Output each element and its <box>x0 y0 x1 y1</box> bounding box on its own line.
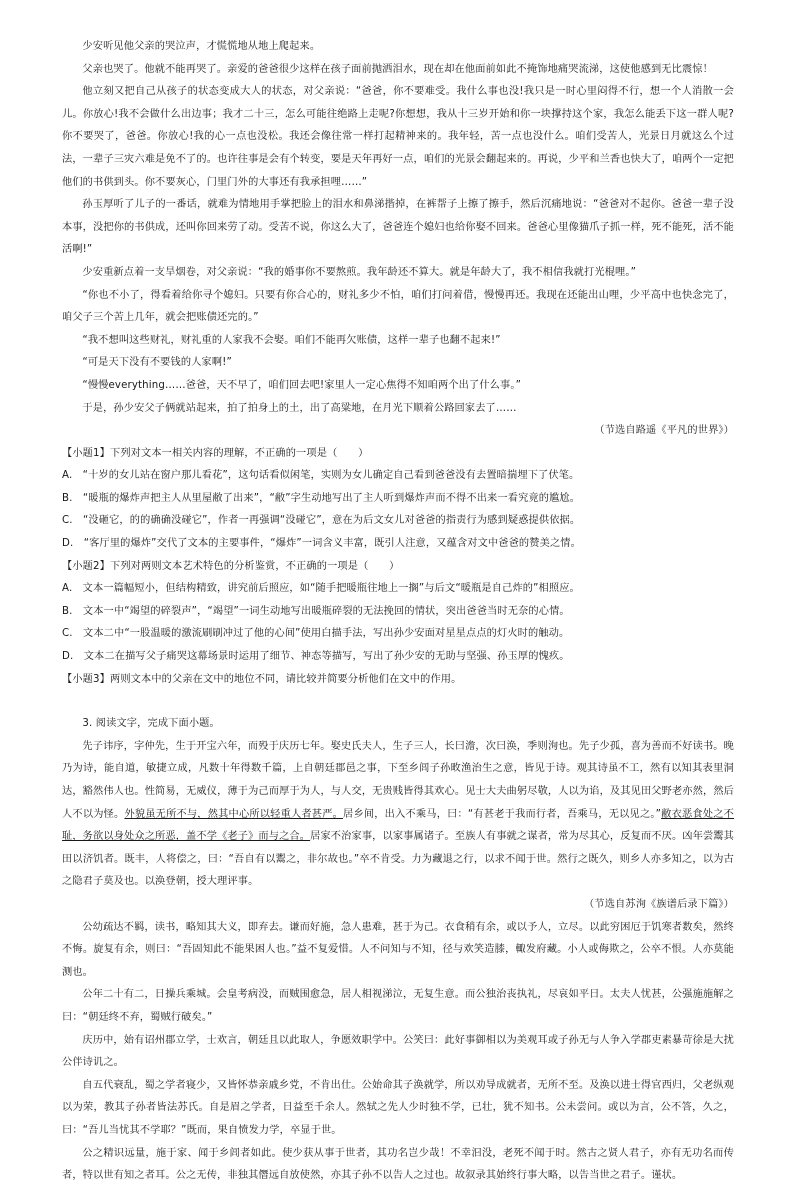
question-2-stem: 【小题2】下列对两则文本艺术特色的分析鉴赏，不正确的一项是（ ） <box>62 560 400 572</box>
question-1-option-a: A. “十岁的女儿站在窗户那儿看花”，这句话看似闲笔，实则为女儿确定自己看到爸爸没有去置暗揣埋下了伏笔。 <box>62 470 580 482</box>
question-3-stem: 【小题3】两则文本中的父亲在文中的地位不同，请比较并简要分析他们在文中的作用。 <box>62 673 462 685</box>
wenyan-2-paragraph-5: 公之精识远量，施于家、闻于乡闾者如此。使少获从事于世者，其功名岂少哉！不幸汩没，老死不闻于时。然古之贤人君子，亦有无功名而传者，特以世有知之者耳。公之无传，非独其僭远自放使然，亦其子孙不以告人之过也。故叙录其始终行事大略，以告当世之君子。谨状。 <box>62 1147 734 1182</box>
question-2-option-b: B. 文本一中“竭望的碎裂声”，“竭望”一词生动地写出暖瓶碎裂的无法挽回的情状，突出爸爸当时无奈的心情。 <box>62 605 570 617</box>
wenyan-2-paragraph-3: 庆历中，始有诏州郡立学，士欢言，朝廷且以此取人，争愿效职学中。公笑曰：此好事御相以为美观耳或子孙无与人争入学郡吏素暴苛徐是大扰公伴诗讥之。 <box>62 1034 734 1069</box>
question-2-option-d: D. 文本二在描写父子痛哭这幕场景时运用了细节、神态等描写，写出了孙少安的无助与坚强、孙玉厚的愧疚。 <box>62 651 570 663</box>
story-paragraph-2: 父亲也哭了。他就不能再哭了。亲爱的爸爸很少这样在孩子面前抛洒泪水，现在却在他面前如此不掩饰地痛哭流涕，这使他感到无比震惊！ <box>82 63 713 75</box>
section-gap <box>62 691 734 713</box>
question-1-option-b: B. “暖瓶的爆炸声把主人从里屋敝了出来”，“敝”字生动地写出了主人听到爆炸声而不得不出来一看究竟的尴尬。 <box>62 492 581 504</box>
document-page <box>62 36 734 1188</box>
question-1-option-c: C. “没砸它，的的确确没碰它”，作者一再强调“没碰它”，意在为后文女儿对爸爸的指责行为感到疑惑提供依据。 <box>62 515 581 527</box>
wenyan-2-paragraph-4: 自五代衰乱，蜀之学者寝少，又皆怀恭亲戚乡党，不肯出仕。公始命其子涣就学，所以劝导成就者，无所不至。及涣以进士得官西归，父老纵观以为荣，教其子孙者皆法苏氏。自是眉之学者，日益至千余人。然轼之先人少时独不学，已壮，犹不知书。公未尝问。或以为言，公不答，久之，曰：“吾儿当忧其不学耶？”既而，果自愤发力学，卒显于世。 <box>62 1079 734 1136</box>
wenyan-1-underlined-2: 敝衣恶食处之不耻，务欲以身处众之所恶，盖不学《老子》而与之合。 <box>62 808 734 843</box>
question-2-option-c: C. 文本二中“一股温暖的激流刷刷冲过了他的心间”使用白描手法，写出孙少安面对星星点点的灯火时的触动。 <box>62 628 570 640</box>
wenyan-1-source: （节选自苏洵《族谱后录下篇》） <box>584 898 734 910</box>
wenyan-2-paragraph-2: 公年二十有二，日操兵乘城。会皇考病没，而贼围愈急，居人相视涕泣，无复生意。而公独治丧执礼，尽哀如平日。太夫人忧甚，公强施施解之曰：“朝廷终不弃，蜀贼行破矣。” <box>62 989 734 1023</box>
story-paragraph-4: 孙玉厚听了儿子的一番话，就难为情地用手掌把脸上的泪水和鼻涕揩掉，在裤帮子上擦了擦手，然后沉痛地说：“爸爸对不起你。爸爸一辈子没本事，没把你的书供成，还叫你回来劳了动。受苦不说，你这么大了，爸爸连个媳妇也给你娶不回来。爸爸心里像猫爪子抓一样，死不能死，活不能活啊!” <box>62 199 734 256</box>
wenyan-1-text-a: 先子讳序，字仲先，生于开宝六年，而殁于庆历七年。娶史氏夫人，生子三人，长曰澹，次曰涣，季则洵也。先子少孤，喜为善而不好读书。晚乃为诗，能自道，敏捷立成，凡数十年得数千篇，上自朝廷郡邑之事，下至乡闾子孙畋渔治生之意，皆见于诗。观其诗虽不工，然有以知其表里洞达，豁然伟人也。性简易，无威仪，薄于为己而厚于为人，与人交，无贵贱皆得其欢心。见士大夫曲躬尽敬，人以为谄，及其见田父野老亦然，然后人不以为怪。 <box>62 740 734 820</box>
wenyan-1-paragraph <box>62 736 734 894</box>
story-source: （节选自路遥《平凡的世界》） <box>594 425 734 437</box>
story-paragraph-5: 少安重新点着一支旱烟卷，对父亲说：“我的婚事你不要熬煎。我年龄还不算大。就是年龄大了，我不相信我就打光棍哩。” <box>82 266 637 278</box>
question-1-stem: 【小题1】下列对文本一相关内容的理解，不正确的一项是（ ） <box>62 447 369 459</box>
story-paragraph-3: 他立刻又把自己从孩子的状态变成大人的状态，对父亲说：“爸爸，你不要难受。我什么事也没!我只是一时心里闷得不行，想一个人消散一会儿。你放心!我不会做什么出边事；我才二十三，怎么可能往绝路上走呢?你想想，我从十三岁开始和你一块撑持这个家，我怎么能丢下这一群人呢?你不要哭了，爸爸。你放心!我的心一点也没松。我还会像往常一样打起精神来的。我年轻，苦一点也没什么。咱们受苦人，光景日月就这么个过法，一辈子三灾六难是免不了的。也许往事是会有个转变，要是天年再好一点，咱们的光景会翻起来的。再说，少平和兰香也快大了，咱两个一定把他们的书供到头。你不要灰心，门里门外的大事还有我承担哩……” <box>62 86 734 188</box>
question-2-option-a: A. 文本一篇幅短小，但结构精致，讲究前后照应，如“随手把暖瓶往地上一搁”与后文“暖瓶是自己炸的”相照应。 <box>62 583 580 595</box>
story-paragraph-9: “慢慢everything……爸爸，天不早了，咱们回去吧!家里人一定心焦得不知咱两个出了什么事。” <box>82 379 522 391</box>
wenyan-2-paragraph-1: 公幼疏达不羁，读书，略知其大义，即弃去。谦而好施，急人患难，甚于为己。衣食稍有余，或以予人，立尽。以此穷困厄于饥寒者数矣，然终不悔。旋复有余，则曰：“吾固知此不能果困人也。”益不复爱惜。人不问知与不知，径与欢笑造膝，輙发府藏。小人或侮欺之，公卒不恨。人亦莫能测也。 <box>62 921 734 978</box>
wenyan-1-text-c: 居家不治家事，以家事属诸子。至族人有事就之谋者，常为尽其心，反复而不厌。凶年尝鬻其田以济饥者。既丰，人将偿之，曰：“吾自有以鬻之，非尔故也。”卒不肯受。力为藏退之行，以求不闻于世。然行之既久，则乡人亦多知之，以为古之隐君子莫及也。以涣登朝，授大理评事。 <box>62 831 734 888</box>
story-paragraph-10: 于是，孙少安父子俩就站起来，拍了拍身上的土，出了高粱地，在月光下顺着公路回家去了…… <box>82 402 517 414</box>
wenyan-1-underlined-1: 外貌虽无所不与，然其中心所以轻重人者甚严。 <box>124 808 344 820</box>
question-1-option-d: D. “客厅里的爆炸”交代了文本的主要事件，“爆炸”一词含义丰富，既引人注意，又蕴含对文中爸爸的赞美之情。 <box>62 538 581 550</box>
wenyan-1-text-b: 居乡间，出入不乘马，曰：“有甚老于我而行者，吾乘马，无以见之。” <box>343 808 662 820</box>
story-paragraph-7: “我不想叫这些财礼，财礼重的人家我不会娶。咱们不能再欠账债，这样一辈子也翻不起来!” <box>82 334 501 346</box>
story-paragraph-6: “你也不小了，得看着给你寻个媳妇。只要有你合心的，财礼多少不怕，咱们打问着借，慢慢再还。我现在还能出山哩，少平高中也快念完了，咱父子三个苦上几年，就会把账债还完的。” <box>62 289 734 324</box>
section-title: 3. 阅读文字，完成下面小题。 <box>82 718 220 730</box>
story-paragraph-8: “可是天下没有不要钱的人家啊!” <box>82 357 232 369</box>
story-paragraph-1: 少安听见他父亲的哭泣声，才慌慌地从地上爬起来。 <box>82 41 321 52</box>
